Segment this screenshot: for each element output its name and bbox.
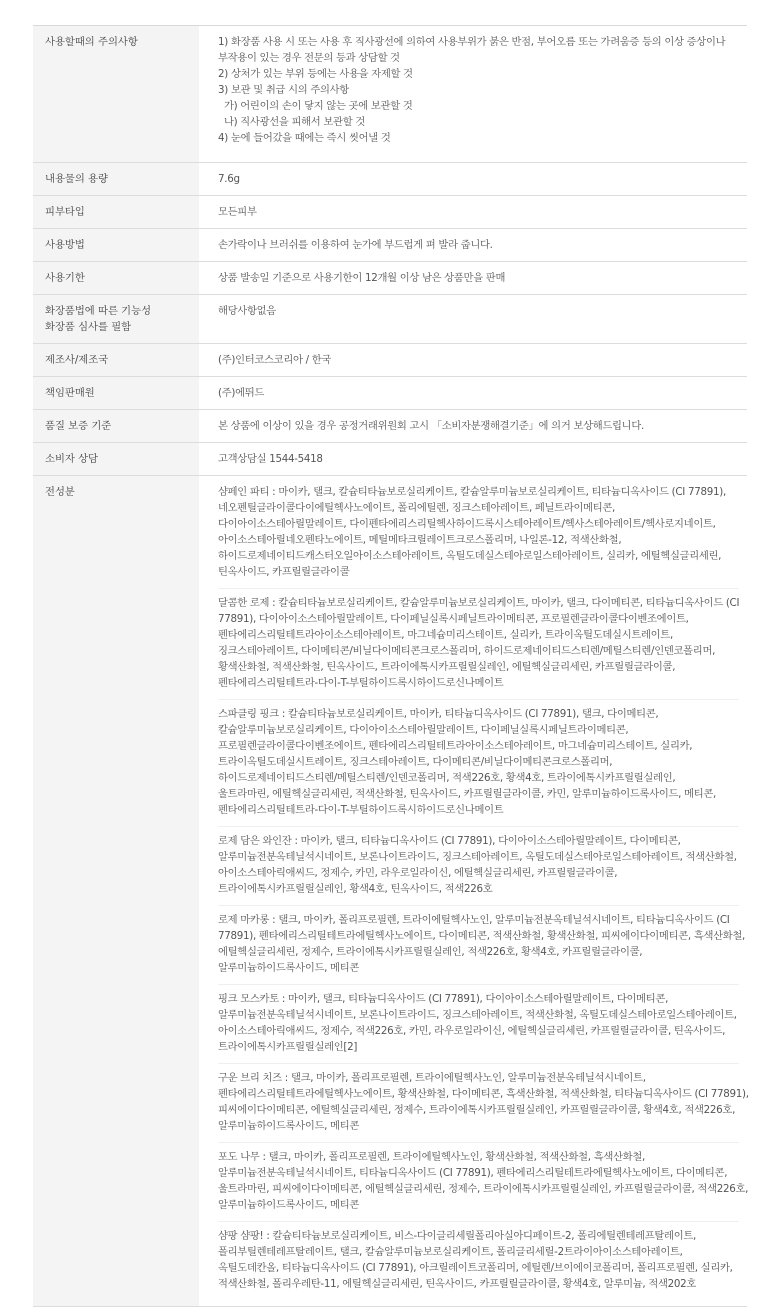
- ingredient-line: 틴옥사이드, 카프릴릴글라이콜: [218, 566, 350, 578]
- info-row-manufacturer: [33, 344, 747, 377]
- row-value: [199, 229, 747, 262]
- ingredient-line: 옥틸도데칸올, 티타늄디옥사이드 (CI 77891), 아크릴레이트코폴리머, 에틸렌/브이에이코폴리머, 폴리프로필렌, 실리카,: [218, 1262, 733, 1274]
- row-value-line: 7.6g: [218, 173, 240, 185]
- row-label: [33, 196, 199, 229]
- row-value-line: (주)에뛰드: [218, 387, 265, 399]
- ingredient-group: [218, 1063, 749, 1142]
- ingredient-line: 트라이에톡시카프릴릴실레인, 황색4호, 틴옥사이드, 적색226호: [218, 883, 493, 895]
- row-label-text: 책임판매원: [45, 387, 95, 399]
- ingredient-line: 폴리부틸렌테레프탈레이트, 탤크, 칼슘알루미늄보로실리케이트, 폴리글리세릴-2트라이아이소스테아레이트,: [218, 1246, 683, 1258]
- row-value-line: 가) 어린이의 손이 닿지 않는 곳에 보관할 것: [218, 100, 413, 112]
- ingredients-value: [199, 476, 747, 1307]
- ingredient-line: 피씨에이다이메티콘, 에틸헥실글리세린, 정제수, 트라이에톡시카프릴릴실레인, 카프릴릴글라이콜, 황색4호, 적색226호,: [218, 1104, 736, 1116]
- row-label-text: 화장품법에 따른 기능성: [45, 305, 152, 317]
- product-info-table: [33, 25, 747, 1307]
- ingredient-line: 스파클링 핑크 : 칼슘티타늄보로실리케이트, 마이카, 티타늄디옥사이드 (CI 77891), 탤크, 다이메티콘,: [218, 708, 659, 720]
- row-label: [33, 229, 199, 262]
- info-row-content-volume: [33, 163, 747, 196]
- ingredient-line: 펜타에리스리틸테트라-다이-T-부틸하이드록시하이드로신나메이트: [218, 677, 504, 689]
- row-value: [199, 163, 747, 196]
- ingredient-line: 구운 브리 치즈 : 탤크, 마이카, 폴리프로필렌, 트라이에틸헥사노인, 알루미늄전분옥테닐석시네이트,: [218, 1072, 646, 1084]
- row-label-text: 내용물의 용량: [45, 173, 108, 185]
- row-label-text: 품질 보증 기준: [45, 420, 112, 432]
- ingredient-line: 펜타에리스리틸테트라에틸헥사노에이트, 황색산화철, 다이메티콘, 흑색산화철, 적색산화철, 티타늄디옥사이드 (CI 77891),: [218, 1088, 749, 1100]
- ingredient-line: 네오펜틸글라이콜다이에틸헥사노에이트, 폴리에틸렌, 징크스테아레이트, 페닐트라이메티콘,: [218, 502, 616, 514]
- ingredient-line: 알루미늄하이드록사이드, 메티콘: [218, 962, 360, 974]
- row-value: [199, 262, 747, 295]
- row-label: [33, 26, 199, 163]
- ingredient-line: 샴팡 샴팡! : 칼슘티타늄보로실리케이트, 비스-다이글리세릴폴리아실아디페이트-2, 폴리에틸렌테레프탈레이트,: [218, 1230, 696, 1242]
- info-row-expiry: [33, 262, 747, 295]
- ingredient-line: 핑크 모스카토 : 마이카, 탤크, 티타늄디옥사이드 (CI 77891), 다이아이소스테아릴말레이트, 다이메티콘,: [218, 993, 669, 1005]
- row-label-text: 사용할때의 주의사항: [45, 36, 138, 48]
- ingredient-line: 에틸헥실글리세린, 정제수, 트라이에톡시카프릴릴실레인, 적색226호, 황색4호, 카프릴릴글라이콜,: [218, 946, 643, 958]
- ingredient-group: [218, 1221, 739, 1292]
- row-value-line: 해당사항없음: [218, 305, 276, 317]
- ingredient-line: 77891), 다이아이소스테아릴말레이트, 다이페닐실록시페닐트라이메티콘, 프로필렌글라이콜다이벤조에이트,: [218, 613, 689, 625]
- info-row-ingredients: [33, 476, 747, 1307]
- row-label: [33, 410, 199, 443]
- info-row-customer-service: [33, 443, 747, 476]
- info-row-quality-guarantee: [33, 410, 747, 443]
- ingredient-line: 울트라마린, 에틸헥실글리세린, 적색산화철, 틴옥사이드, 카프릴릴글라이콜, 카민, 알루미늄하이드록사이드, 메티콘,: [218, 788, 716, 800]
- row-value-line: 2) 상처가 있는 부위 등에는 사용을 자제할 것: [218, 68, 413, 80]
- row-label: [33, 344, 199, 377]
- row-label-text: 화장품 심사를 필함: [45, 321, 132, 333]
- ingredient-line: 아이소스테아릴네오펜타노에이트, 메틸메타크릴레이트크로스폴리머, 나일론-12, 적색산화철,: [218, 534, 622, 546]
- info-row-usage-method: [33, 229, 747, 262]
- info-row-skin-type: [33, 196, 747, 229]
- row-value-line: 고객상담실 1544-5418: [218, 453, 323, 465]
- ingredient-line: 펜타에리스리틸테트라아이소스테아레이트, 마그네슘미리스테이트, 실리카, 트라이옥틸도데실시트레이트,: [218, 629, 673, 641]
- row-value: [199, 295, 747, 344]
- ingredient-group: [218, 588, 739, 699]
- ingredient-group: [218, 905, 746, 984]
- ingredient-line: 울트라마린, 피씨에이다이메티콘, 에틸헥실글리세린, 정제수, 트라이에톡시카프릴릴실레인, 카프릴릴글라이콜, 적색226호,: [218, 1183, 749, 1195]
- row-label-text: 제조사/제조국: [45, 354, 109, 366]
- info-row-distributor: [33, 377, 747, 410]
- row-value-line: 모든피부: [218, 206, 257, 218]
- ingredient-line: 트라이옥틸도데실시트레이트, 징크스테아레이트, 다이메티콘/비닐다이메티콘크로스폴리머,: [218, 756, 613, 768]
- ingredient-line: 펜타에리스리틸테트라-다이-T-부틸하이드록시하이드로신나메이트: [218, 804, 504, 816]
- row-value: [199, 410, 747, 443]
- row-value-line: 상품 발송일 기준으로 사용기한이 12개월 이상 남은 상품만을 판매: [218, 272, 506, 284]
- ingredient-line: 알루미늄하이드록사이드, 메티콘: [218, 1199, 360, 1211]
- ingredient-line: 프로필렌글라이콜다이벤조에이트, 펜타에리스리틸테트라아이소스테아레이트, 마그네슘미리스테이트, 실리카,: [218, 740, 693, 752]
- ingredient-group: [218, 1142, 749, 1221]
- ingredient-line: 아이소스테아릭애씨드, 정제수, 적색226호, 카민, 라우로일라이신, 에틸헥실글리세린, 카프릴릴글라이콜, 틴옥사이드,: [218, 1025, 726, 1037]
- row-value-line: 본 상품에 이상이 있을 경우 공정거래위원회 고시 「소비자분쟁해결기준」에 의거 보상해드립니다.: [218, 420, 644, 432]
- ingredient-group: [218, 984, 739, 1063]
- row-label-text: 소비자 상담: [45, 453, 99, 465]
- row-label: 전성분: [33, 476, 199, 1307]
- ingredient-line: 적색산화철, 폴리우레탄-11, 에틸헥실글리세린, 틴옥사이드, 카프릴릴글라이콜, 황색4호, 알루미늄, 적색202호: [218, 1278, 697, 1290]
- ingredient-line: 하이드로제네이티드캐스터오일아이소스테아레이트, 옥틸도데실스테아로일스테아레이트, 실리카, 에틸헥실글리세린,: [218, 550, 722, 562]
- ingredient-line: 알루미늄전분옥테닐석시네이트, 보론나이트라이드, 징크스테아레이트, 옥틸도데실스테아로일스테아레이트, 적색산화철,: [218, 851, 737, 863]
- info-row-functional-review: [33, 295, 747, 344]
- row-value-line: 나) 직사광선을 피해서 보관할 것: [218, 116, 365, 128]
- ingredient-line: 달콤한 로제 : 칼슘티타늄보로실리케이트, 칼슘알루미늄보로실리케이트, 마이카, 탤크, 다이메티콘, 티타늄디옥사이드 (CI: [218, 597, 740, 609]
- row-label: [33, 443, 199, 476]
- ingredient-line: 알루미늄전분옥테닐석시네이트, 티타늄디옥사이드 (CI 77891), 펜타에리스리틸테트라에틸헥사노에이트, 다이메티콘,: [218, 1167, 728, 1179]
- row-value-line: 1) 화장품 사용 시 또는 사용 후 직사광선에 의하여 사용부위가 붉은 반점, 부어오름 또는 가려움증 등의 이상 증상이나: [218, 36, 726, 48]
- info-row-usage-caution: [33, 26, 747, 163]
- row-value-line: (주)인터코스코리아 / 한국: [218, 354, 332, 366]
- row-value: [199, 443, 747, 476]
- ingredient-line: 로제 담은 와인잔 : 마이카, 탤크, 티타늄디옥사이드 (CI 77891), 다이아이소스테아릴말레이트, 다이메티콘,: [218, 835, 681, 847]
- row-label: [33, 163, 199, 196]
- row-label: [33, 262, 199, 295]
- ingredient-line: 다이아이소스테아릴말레이트, 다이펜타에리스리틸헥사하이드록시스테아레이트/헥사스테아레이트/헥사로지네이트,: [218, 518, 716, 530]
- ingredient-line: 포도 나무 : 탤크, 마이카, 폴리프로필렌, 트라이에틸헥사노인, 황색산화철, 적색산화철, 흑색산화철,: [218, 1151, 645, 1163]
- row-label-text: 사용기한: [45, 272, 85, 284]
- row-label-text: 피부타입: [45, 206, 85, 218]
- row-label: [33, 295, 199, 344]
- row-value: [199, 377, 747, 410]
- ingredient-group: [218, 484, 739, 588]
- row-label-text: 사용방법: [45, 239, 85, 251]
- ingredient-line: 아이소스테아릭애씨드, 정제수, 카민, 라우로일라이신, 에틸헥실글리세린, 카프릴릴글라이콜,: [218, 867, 618, 879]
- ingredient-line: 샴페인 파티 : 마이카, 탤크, 칼슘티타늄보로실리케이트, 칼슘알루미늄보로실리케이트, 티타늄디옥사이드 (CI 77891),: [218, 486, 726, 498]
- ingredient-line: 황색산화철, 적색산화철, 틴옥사이드, 트라이에톡시카프릴릴실레인, 에틸헥실글리세린, 카프릴릴글라이콜,: [218, 661, 676, 673]
- row-value-line: 4) 눈에 들어갔을 때에는 즉시 씻어낼 것: [218, 132, 391, 144]
- ingredient-line: 트라이에톡시카프릴릴실레인[2]: [218, 1041, 358, 1053]
- product-info-sheet: [33, 25, 747, 1307]
- ingredient-line: 로제 마카롱 : 탤크, 마이카, 폴리프로필렌, 트라이에틸헥사노인, 알루미늄전분옥테닐석시네이트, 티타늄디옥사이드 (CI: [218, 914, 730, 926]
- row-value: [199, 26, 747, 163]
- ingredient-line: 알루미늄전분옥테닐석시네이트, 보론나이트라이드, 징크스테아레이트, 적색산화철, 옥틸도데실스테아로일스테아레이트,: [218, 1009, 737, 1021]
- row-value-line: 손가락이나 브러쉬를 이용하여 눈가에 부드럽게 펴 발라 줍니다.: [218, 239, 493, 251]
- row-label: [33, 377, 199, 410]
- ingredient-group: [218, 699, 739, 826]
- ingredient-line: 77891), 펜타에리스리틸테트라에틸헥사노에이트, 다이메티콘, 적색산화철, 황색산화철, 피씨에이다이메티콘, 흑색산화철,: [218, 930, 746, 942]
- ingredient-line: 칼슘알루미늄보로실리케이트, 다이아이소스테아릴말레이트, 다이페닐실록시페닐트라이메티콘,: [218, 724, 629, 736]
- ingredient-line: 알루미늄하이드록사이드, 메티콘: [218, 1120, 360, 1132]
- ingredient-line: 하이드로제네이티드스티렌/메틸스티렌/인덴코폴리머, 적색226호, 황색4호, 트라이에톡시카프릴릴실레인,: [218, 772, 676, 784]
- row-value-line: 부작용이 있는 경우 전문의 등과 상담할 것: [218, 52, 400, 64]
- ingredient-group: [218, 826, 739, 905]
- ingredient-line: 징크스테아레이트, 다이메티콘/비닐다이메티콘크로스폴리머, 하이드로제네이티드스티렌/메틸스티렌/인덴코폴리머,: [218, 645, 716, 657]
- row-value: [199, 344, 747, 377]
- row-value-line: 3) 보관 및 취급 시의 주의사항: [218, 84, 349, 96]
- row-value: [199, 196, 747, 229]
